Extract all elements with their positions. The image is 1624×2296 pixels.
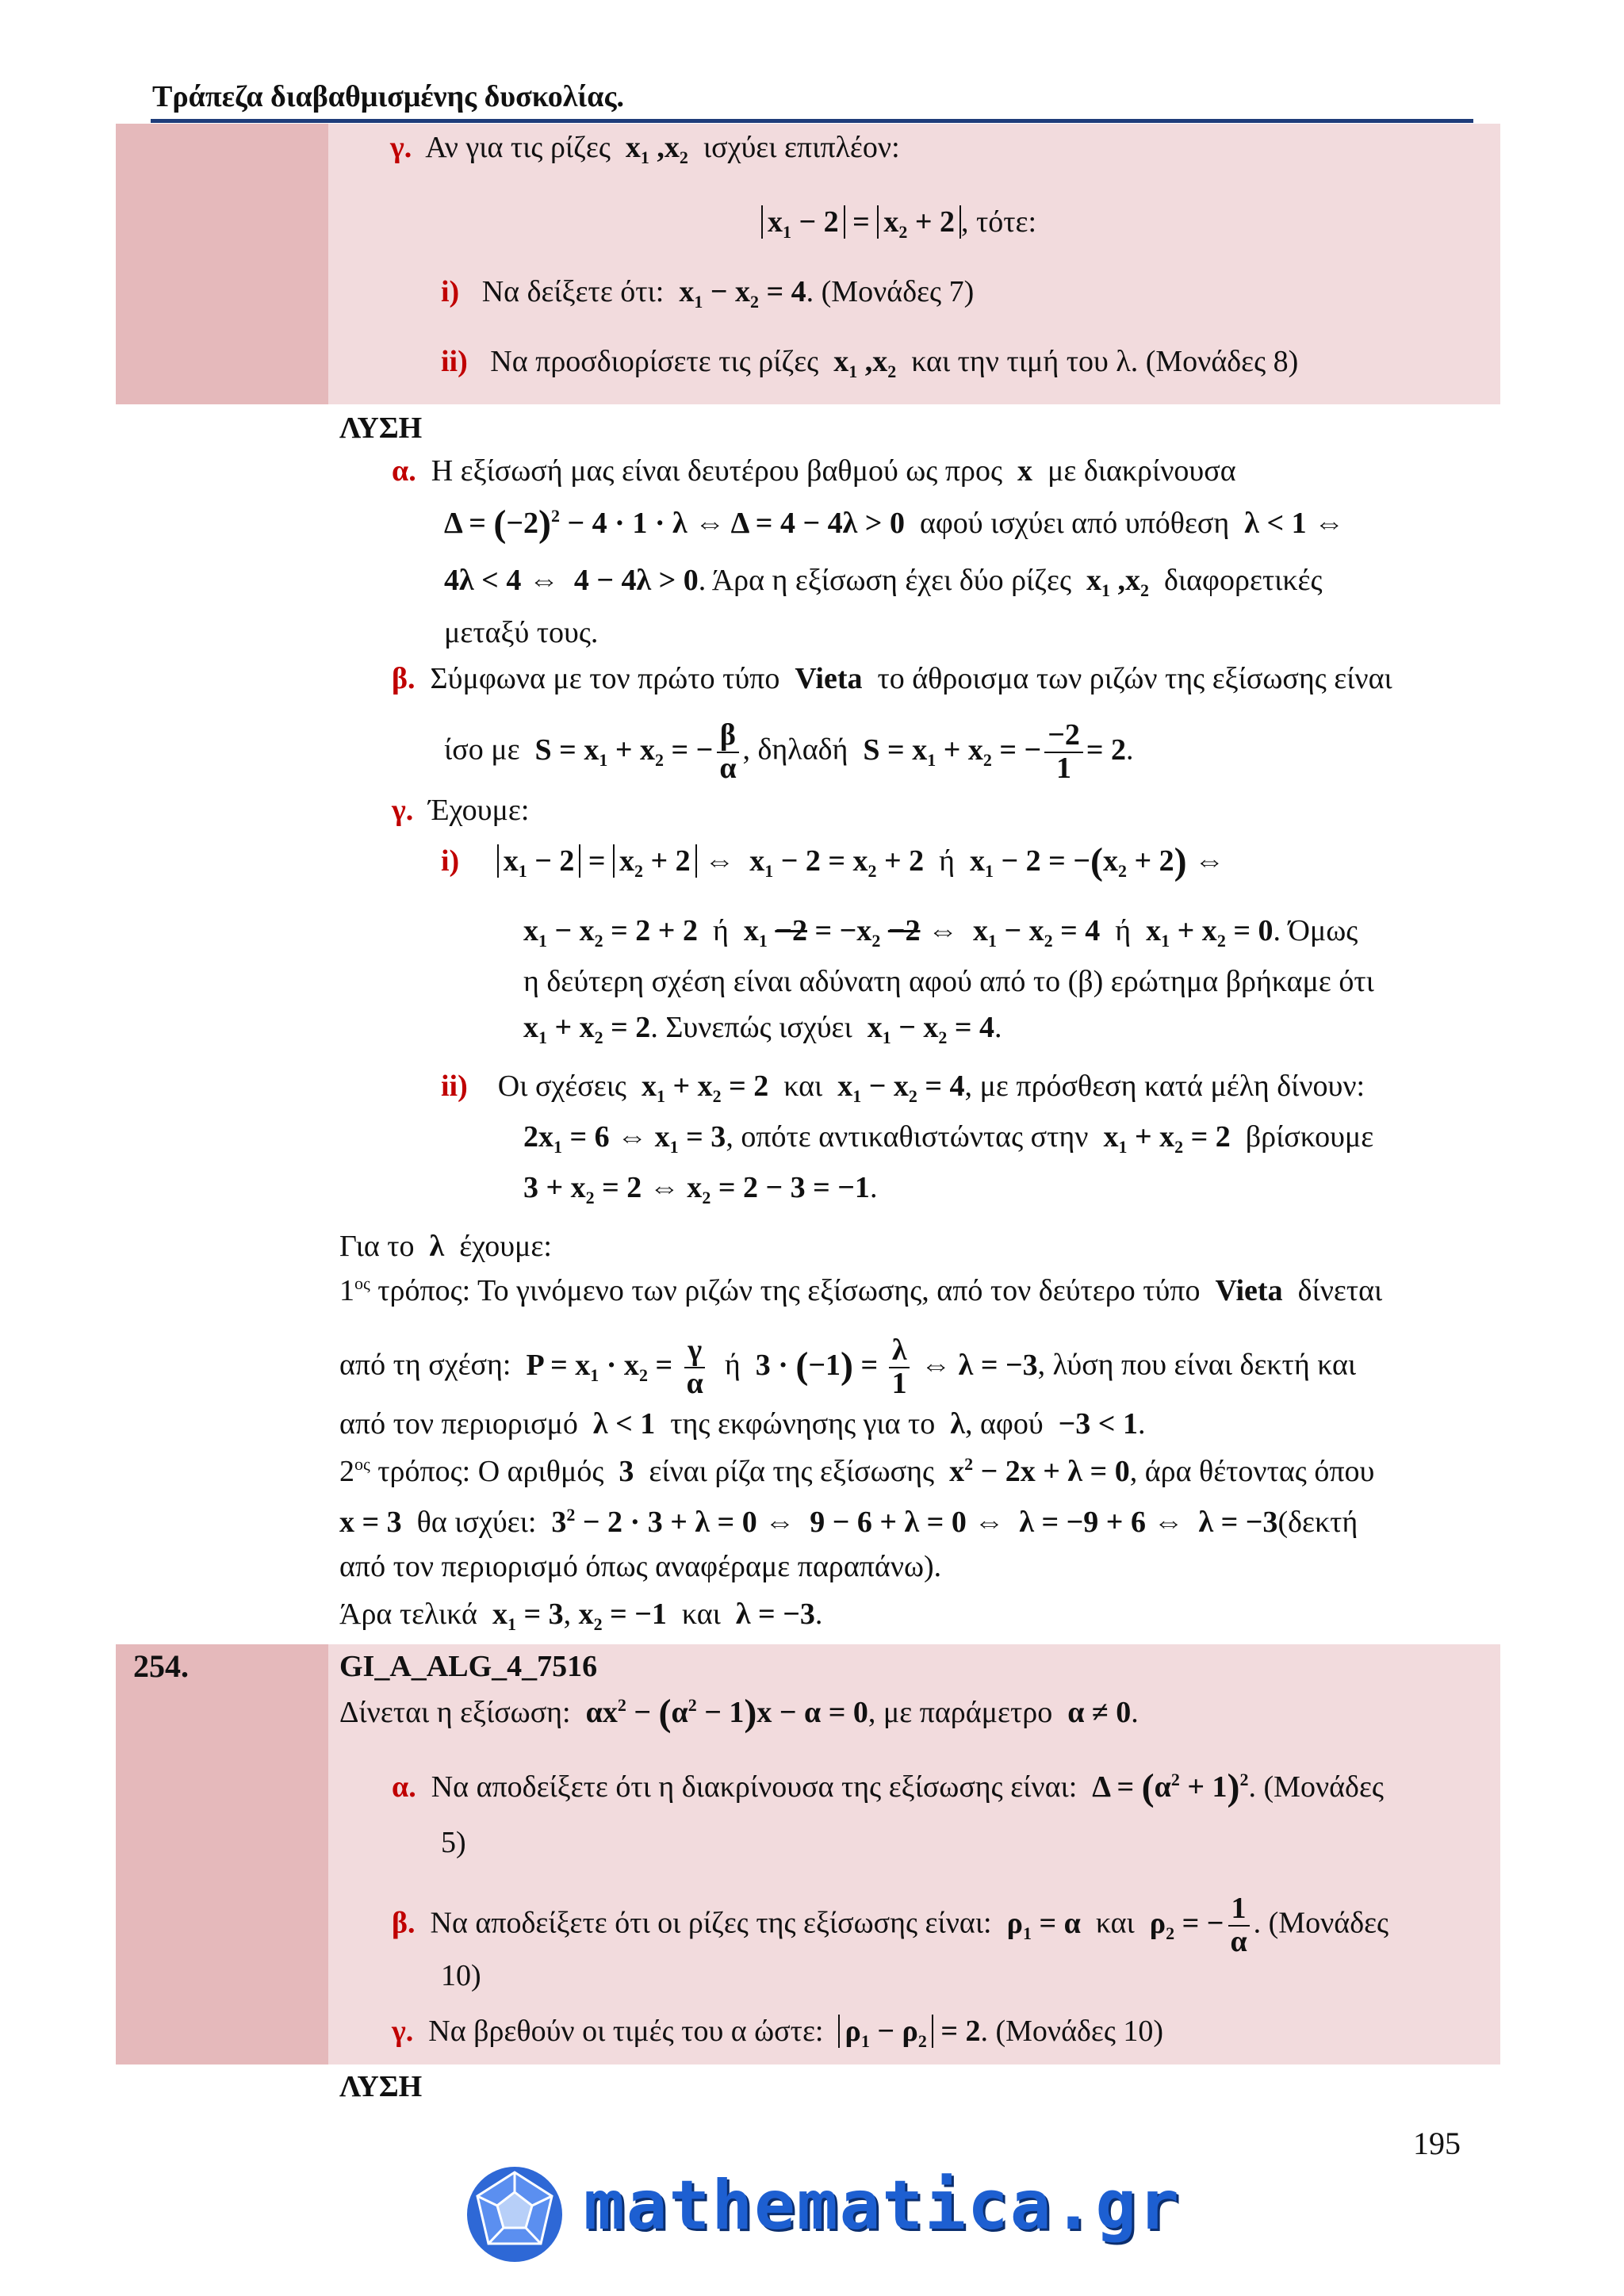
sol-a-line2: $\Delta = (-2)^2 - 4 \cdot 1 \cdot \lambda$ ⇔ Δ = 4 − 4λ > 0 αφού ισχύει από υπόθεση λ < 1 ⇔ bbox=[444, 503, 1345, 545]
question-text: Να βρεθούν οι τιμές του α ώστε: bbox=[428, 2015, 824, 2048]
sol-gii-line2: $2x_1 = 6$ ⇔ $x_1 = 3$, οπότε αντικαθιστώντας στην $x_1 + x_2 = 2$ βρίσκουμε bbox=[523, 1120, 1374, 1157]
way-ordinal: ος bbox=[354, 1273, 370, 1293]
or-text: ή bbox=[1115, 914, 1132, 947]
sol-gi-line4: $x_1 + x_2 = 2$. Συνεπώς ισχύει $x_1 - x_2 = 4$. bbox=[523, 1011, 1002, 1047]
points-text: . (Μονάδες bbox=[1248, 1770, 1384, 1804]
answer-text: τρόπος: Ο αριθμός bbox=[377, 1455, 604, 1488]
answer-text: θα ισχύει: bbox=[416, 1506, 537, 1539]
points-text: . (Μονάδες 7) bbox=[806, 275, 975, 308]
points-text: . (Μονάδες bbox=[1253, 1906, 1389, 1940]
answer-text: το άθροισμα των ριζών της εξίσωσης είναι bbox=[877, 662, 1392, 695]
sol-way1-line3: από τον περιορισμό λ < 1 της εκφώνησης για το λ, αφού −3 < 1. bbox=[339, 1407, 1146, 1441]
answer-text: αφού ισχύει από υπόθεση bbox=[919, 507, 1230, 540]
logo-polyhedron-icon bbox=[465, 2164, 565, 2264]
top-condition-line: $x_1 - 2 = x_2 + 2$ , τότε: bbox=[761, 203, 1036, 241]
answer-text: είναι ρίζα της εξίσωσης bbox=[649, 1455, 935, 1488]
answer-label: β. bbox=[392, 662, 416, 695]
sol-b-line2: ίσο με $S = x_1 + x_2$ = − $\frac{\beta}{\alpha}$ , δηλαδή $S = x_1 + x_2$ = − $\frac{-2}{1}$ = 2. bbox=[444, 718, 1134, 785]
answer-text: βρίσκουμε bbox=[1245, 1120, 1374, 1154]
sol-gii-line1: ii) Οι σχέσεις $x_1 + x_2 = 2$ και $x_1 - x_2 = 4$, με πρόσθεση κατά μέλη δίνουν: bbox=[441, 1070, 1365, 1106]
answer-text: , δηλαδή bbox=[742, 733, 848, 767]
question-label: α. bbox=[392, 1770, 416, 1804]
question-label: γ. bbox=[392, 2015, 414, 2048]
sol-way1-line1 bbox=[339, 1272, 1382, 1310]
answer-text: . Άρα η εξίσωση έχει δύο ρίζες bbox=[698, 564, 1072, 597]
answer-text: ίσο με bbox=[444, 733, 520, 767]
problem-code: GI_A_ALG_4_7516 bbox=[339, 1650, 598, 1683]
answer-text: , άρα θέτοντας όπου bbox=[1129, 1455, 1375, 1488]
answer-text: της εκφώνησης για το bbox=[670, 1407, 936, 1441]
way-ordinal: ος bbox=[354, 1454, 370, 1474]
and-text: και bbox=[1095, 1906, 1135, 1940]
sol-gi-line1: i) $x_1 - 2 = x_2 + 2$ ⇔ $x_1 - 2 = x_2 + 2$ ή $x_1 - 2 = -(x_2 + 2)$ ⇔ bbox=[441, 840, 1225, 882]
question-text: Δίνεται η εξίσωση: bbox=[339, 1696, 571, 1729]
question-text: Να προσδιορίσετε τις ρίζες bbox=[490, 345, 819, 378]
answer-text: Οι σχέσεις bbox=[497, 1070, 626, 1103]
points-text: και την τιμή του λ. (Μονάδες 8) bbox=[911, 345, 1299, 378]
answer-text: , με πρόσθεση κατά μέλη δίνουν: bbox=[964, 1070, 1365, 1103]
question-text: , τότε: bbox=[960, 205, 1037, 239]
sol-gi-line3: η δεύτερη σχέση είναι αδύνατη αφού από το (β) ερώτημα βρήκαμε ότι bbox=[523, 965, 1374, 998]
page-header-title: Τράπεζα διαβαθμισμένης δυσκολίας. bbox=[152, 80, 624, 113]
answer-text: δίνεται bbox=[1297, 1274, 1383, 1307]
vieta-text: Vieta bbox=[795, 662, 863, 695]
sol-way2-line1: $2^{o\varsigma}$ τρόπος: Ο αριθμός 3 είναι ρίζα της εξίσωσης $x^2 - 2x + \lambda = 0$, άρα θέτοντας όπου bbox=[339, 1454, 1375, 1488]
question-text: , με παράμετρο bbox=[868, 1696, 1053, 1729]
answer-label: γ. bbox=[392, 794, 414, 827]
and-text: και bbox=[681, 1598, 721, 1631]
p254-a-line1: α. Να αποδείξετε ότι η διακρίνουσα της εξίσωσης είναι: $\Delta = (\alpha^2 + 1)^2$. (Μονάδες bbox=[392, 1766, 1384, 1808]
page-number: 195 bbox=[1413, 2126, 1461, 2161]
sol-gi-line2: $x_1 - x_2 = 2 + 2$ ή $x_1 -2 = -x_2 -2$ ⇔ $x_1 - x_2 = 4$ ή $x_1 + x_2 = 0$. Όμως bbox=[523, 914, 1358, 951]
answer-text: Έχουμε: bbox=[428, 794, 530, 827]
answer-text: Άρα τελικά bbox=[339, 1598, 477, 1631]
and-text: και bbox=[783, 1070, 823, 1103]
solution-heading-254: ΛΥΣΗ bbox=[339, 2070, 423, 2103]
sol-gii-line3: $3 + x_2 = 2$ ⇔ $x_2 = 2 - 3 = -1$. bbox=[523, 1171, 878, 1207]
p254-g-line: γ. Να βρεθούν οι τιμές του α ώστε: $\rho_1 - \rho_2 = 2$. (Μονάδες 10) bbox=[392, 2015, 1164, 2051]
logo-text[interactable]: mathematica.gr bbox=[584, 2166, 1181, 2245]
p254-a-line2: 5) bbox=[441, 1826, 466, 1859]
or-text: ή bbox=[939, 844, 956, 878]
sol-way2-line2: x = 3 θα ισχύει: $3^2 - 2 \cdot 3 + \lambda = 0$ ⇔ 9 − 6 + λ = 0 ⇔ λ = −9 + 6 ⇔ λ = −3(δεκτή bbox=[339, 1505, 1358, 1539]
sol-b-line1 bbox=[392, 660, 1392, 698]
sol-final-line: Άρα τελικά $x_1 = 3$, $x_2 = -1$ και λ = −3. bbox=[339, 1598, 823, 1634]
subanswer-label: ii) bbox=[441, 1070, 468, 1103]
top-box-left bbox=[116, 124, 328, 404]
question-text: Να δείξετε ότι: bbox=[481, 275, 665, 308]
points-text: . (Μονάδες 10) bbox=[980, 2015, 1164, 2048]
answer-label: α. bbox=[392, 454, 416, 488]
top-ii-line: ii) Να προσδιορίσετε τις ρίζες $x_1$ $,x_2$ και την τιμή του λ. (Μονάδες 8) bbox=[441, 345, 1299, 381]
or-text: ή bbox=[724, 1348, 741, 1382]
subquestion-label: ii) bbox=[441, 345, 468, 378]
or-text: ή bbox=[712, 914, 729, 947]
subanswer-label: i) bbox=[441, 844, 460, 878]
p254-given-line: Δίνεται η εξίσωση: $\alpha x^2 - (\alpha^2 - 1)x - \alpha = 0$, με παράμετρο α ≠ 0. bbox=[339, 1692, 1139, 1734]
p254-b-line2: 10) bbox=[441, 1959, 481, 1992]
answer-text: , αφού bbox=[964, 1407, 1044, 1441]
header-rule bbox=[151, 119, 1473, 123]
sol-a-line3: 4λ < 4 ⇔ 4 − 4λ > 0. Άρα η εξίσωση έχει δύο ρίζες $x_1$ $,x_2$ διαφορετικές bbox=[444, 564, 1323, 600]
sol-lambda-line1: Για το λ έχουμε: bbox=[339, 1230, 552, 1263]
sol-way1-line2: από τη σχέση: $P = x_1 \cdot x_2$ = $\frac{\gamma}{\alpha}$ ή 3 · (−1) = $\frac{\lambda}{1}$ ⇔ λ = −3, λύση που είναι δεκτή και bbox=[339, 1334, 1357, 1400]
answer-text: από τη σχέση: bbox=[339, 1348, 511, 1382]
subquestion-label: i) bbox=[441, 275, 460, 308]
answer-text: (δεκτή bbox=[1277, 1506, 1358, 1539]
way-number: 1 bbox=[339, 1274, 354, 1307]
question-text: Να αποδείξετε ότι η διακρίνουσα της εξίσωσης είναι: bbox=[431, 1770, 1078, 1804]
answer-text: διαφορετικές bbox=[1164, 564, 1323, 597]
answer-text: με διακρίνουσα bbox=[1048, 454, 1236, 488]
top-i-line: i) Να δείξετε ότι: $x_1 - x_2 = 4$. (Μονάδες 7) bbox=[441, 275, 975, 312]
sol-way2-line3: από τον περιορισμό όπως αναφέραμε παραπάνω). bbox=[339, 1550, 942, 1583]
problem-254-left bbox=[116, 1644, 328, 2064]
problem-number: 254. bbox=[133, 1648, 189, 1684]
top-g-line: γ. Αν για τις ρίζες $x_1$ $,x_2$ ισχύει επιπλέον: bbox=[390, 131, 900, 167]
answer-text: από τον περιορισμό bbox=[339, 1407, 578, 1441]
answer-text: Για το bbox=[339, 1230, 415, 1263]
question-text: Αν για τις ρίζες bbox=[425, 131, 611, 164]
solution-heading: ΛΥΣΗ bbox=[339, 411, 423, 445]
sol-a-line1: α. Η εξίσωσή μας είναι δευτέρου βαθμού ως προς x με διακρίνουσα bbox=[392, 454, 1236, 488]
question-text: Να αποδείξετε ότι οι ρίζες της εξίσωσης είναι: bbox=[430, 1906, 992, 1940]
answer-text: , λύση που είναι δεκτή και bbox=[1037, 1348, 1357, 1382]
answer-text: Σύμφωνα με τον πρώτο τύπο bbox=[430, 662, 780, 695]
way-number: 2 bbox=[339, 1455, 354, 1488]
answer-text: Η εξίσωσή μας είναι δευτέρου βαθμού ως προς bbox=[431, 454, 1003, 488]
answer-text: έχουμε: bbox=[459, 1230, 552, 1263]
answer-text: τρόπος: Το γινόμενο των ριζών της εξίσωσης, από τον δεύτερο τύπο bbox=[377, 1274, 1201, 1307]
vieta-text: Vieta bbox=[1215, 1274, 1283, 1307]
answer-text: . Συνεπώς ισχύει bbox=[650, 1011, 852, 1044]
sol-a-line4: μεταξύ τους. bbox=[444, 616, 599, 649]
answer-text: . Όμως bbox=[1273, 914, 1358, 947]
question-text: ισχύει επιπλέον: bbox=[703, 131, 900, 164]
answer-text: , οπότε αντικαθιστώντας στην bbox=[726, 1120, 1089, 1154]
sol-g-line1 bbox=[392, 791, 529, 829]
question-label: β. bbox=[392, 1906, 416, 1940]
question-label: γ. bbox=[390, 131, 412, 164]
p254-b-line1: β. Να αποδείξετε ότι οι ρίζες της εξίσωσης είναι: $\rho_1 = \alpha$ και $\rho_2$ = − $\frac{1}{\alpha}$ . (Μονάδες bbox=[392, 1892, 1389, 1958]
